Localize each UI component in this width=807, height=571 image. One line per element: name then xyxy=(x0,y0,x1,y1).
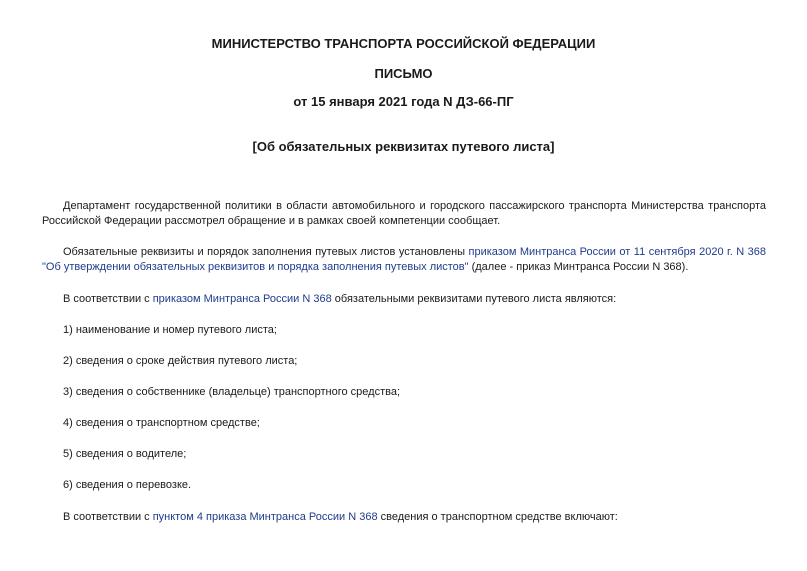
paragraph-requisites-list-intro xyxy=(42,292,766,307)
list-item: 6) сведения о перевозке. xyxy=(63,479,192,491)
paragraph-intro: Департамент государственной политики в области автомобильного и городского пассажирского транспорта Министерства транспорта Российской Федерации рассмотрел обращение и в рамках своей компетенции сообщает. xyxy=(42,200,766,227)
document-subject: [Об обязательных реквизитах путевого листа] xyxy=(252,139,555,154)
order-368-short-link[interactable]: приказом Минтранса России N 368 xyxy=(152,293,332,305)
list-item: 1) наименование и номер путевого листа; xyxy=(63,324,277,336)
paragraph-text: (далее - приказ Минтранса России N 368). xyxy=(468,261,689,273)
order-368-point-4-link[interactable]: пунктом 4 приказа Минтранса России N 368 xyxy=(152,511,378,523)
document-type: ПИСЬМО xyxy=(374,66,433,81)
list-item: 4) сведения о транспортном средстве; xyxy=(63,417,260,429)
paragraph-text: сведения о транспортном средстве включают: xyxy=(377,511,618,523)
paragraph-text: обязательными реквизитами путевого листа являются: xyxy=(331,293,617,305)
list-item: 5) сведения о водителе; xyxy=(63,448,187,460)
list-item: 2) сведения о сроке действия путевого листа; xyxy=(63,355,298,367)
ministry-heading: МИНИСТЕРСТВО ТРАНСПОРТА РОССИЙСКОЙ ФЕДЕРАЦИИ xyxy=(211,36,596,51)
document-date-number: от 15 января 2021 года N ДЗ-66-ПГ xyxy=(293,94,514,109)
list-item: 3) сведения о собственнике (владельце) транспортного средства; xyxy=(63,386,401,398)
paragraph-vehicle-info-intro xyxy=(42,510,766,525)
paragraph-text: Обязательные реквизиты и порядок заполнения путевых листов установлены xyxy=(63,246,469,258)
order-368-link[interactable]: приказом Минтранса России от 11 сентября 2020 г. N 368 "Об утверждении обязательных реквизитов и порядка заполнения путевых листов" xyxy=(42,246,766,273)
paragraph-text: В соответствии с xyxy=(63,511,153,523)
paragraph-requisites-source xyxy=(42,245,766,275)
paragraph-text: В соответствии с xyxy=(63,293,153,305)
